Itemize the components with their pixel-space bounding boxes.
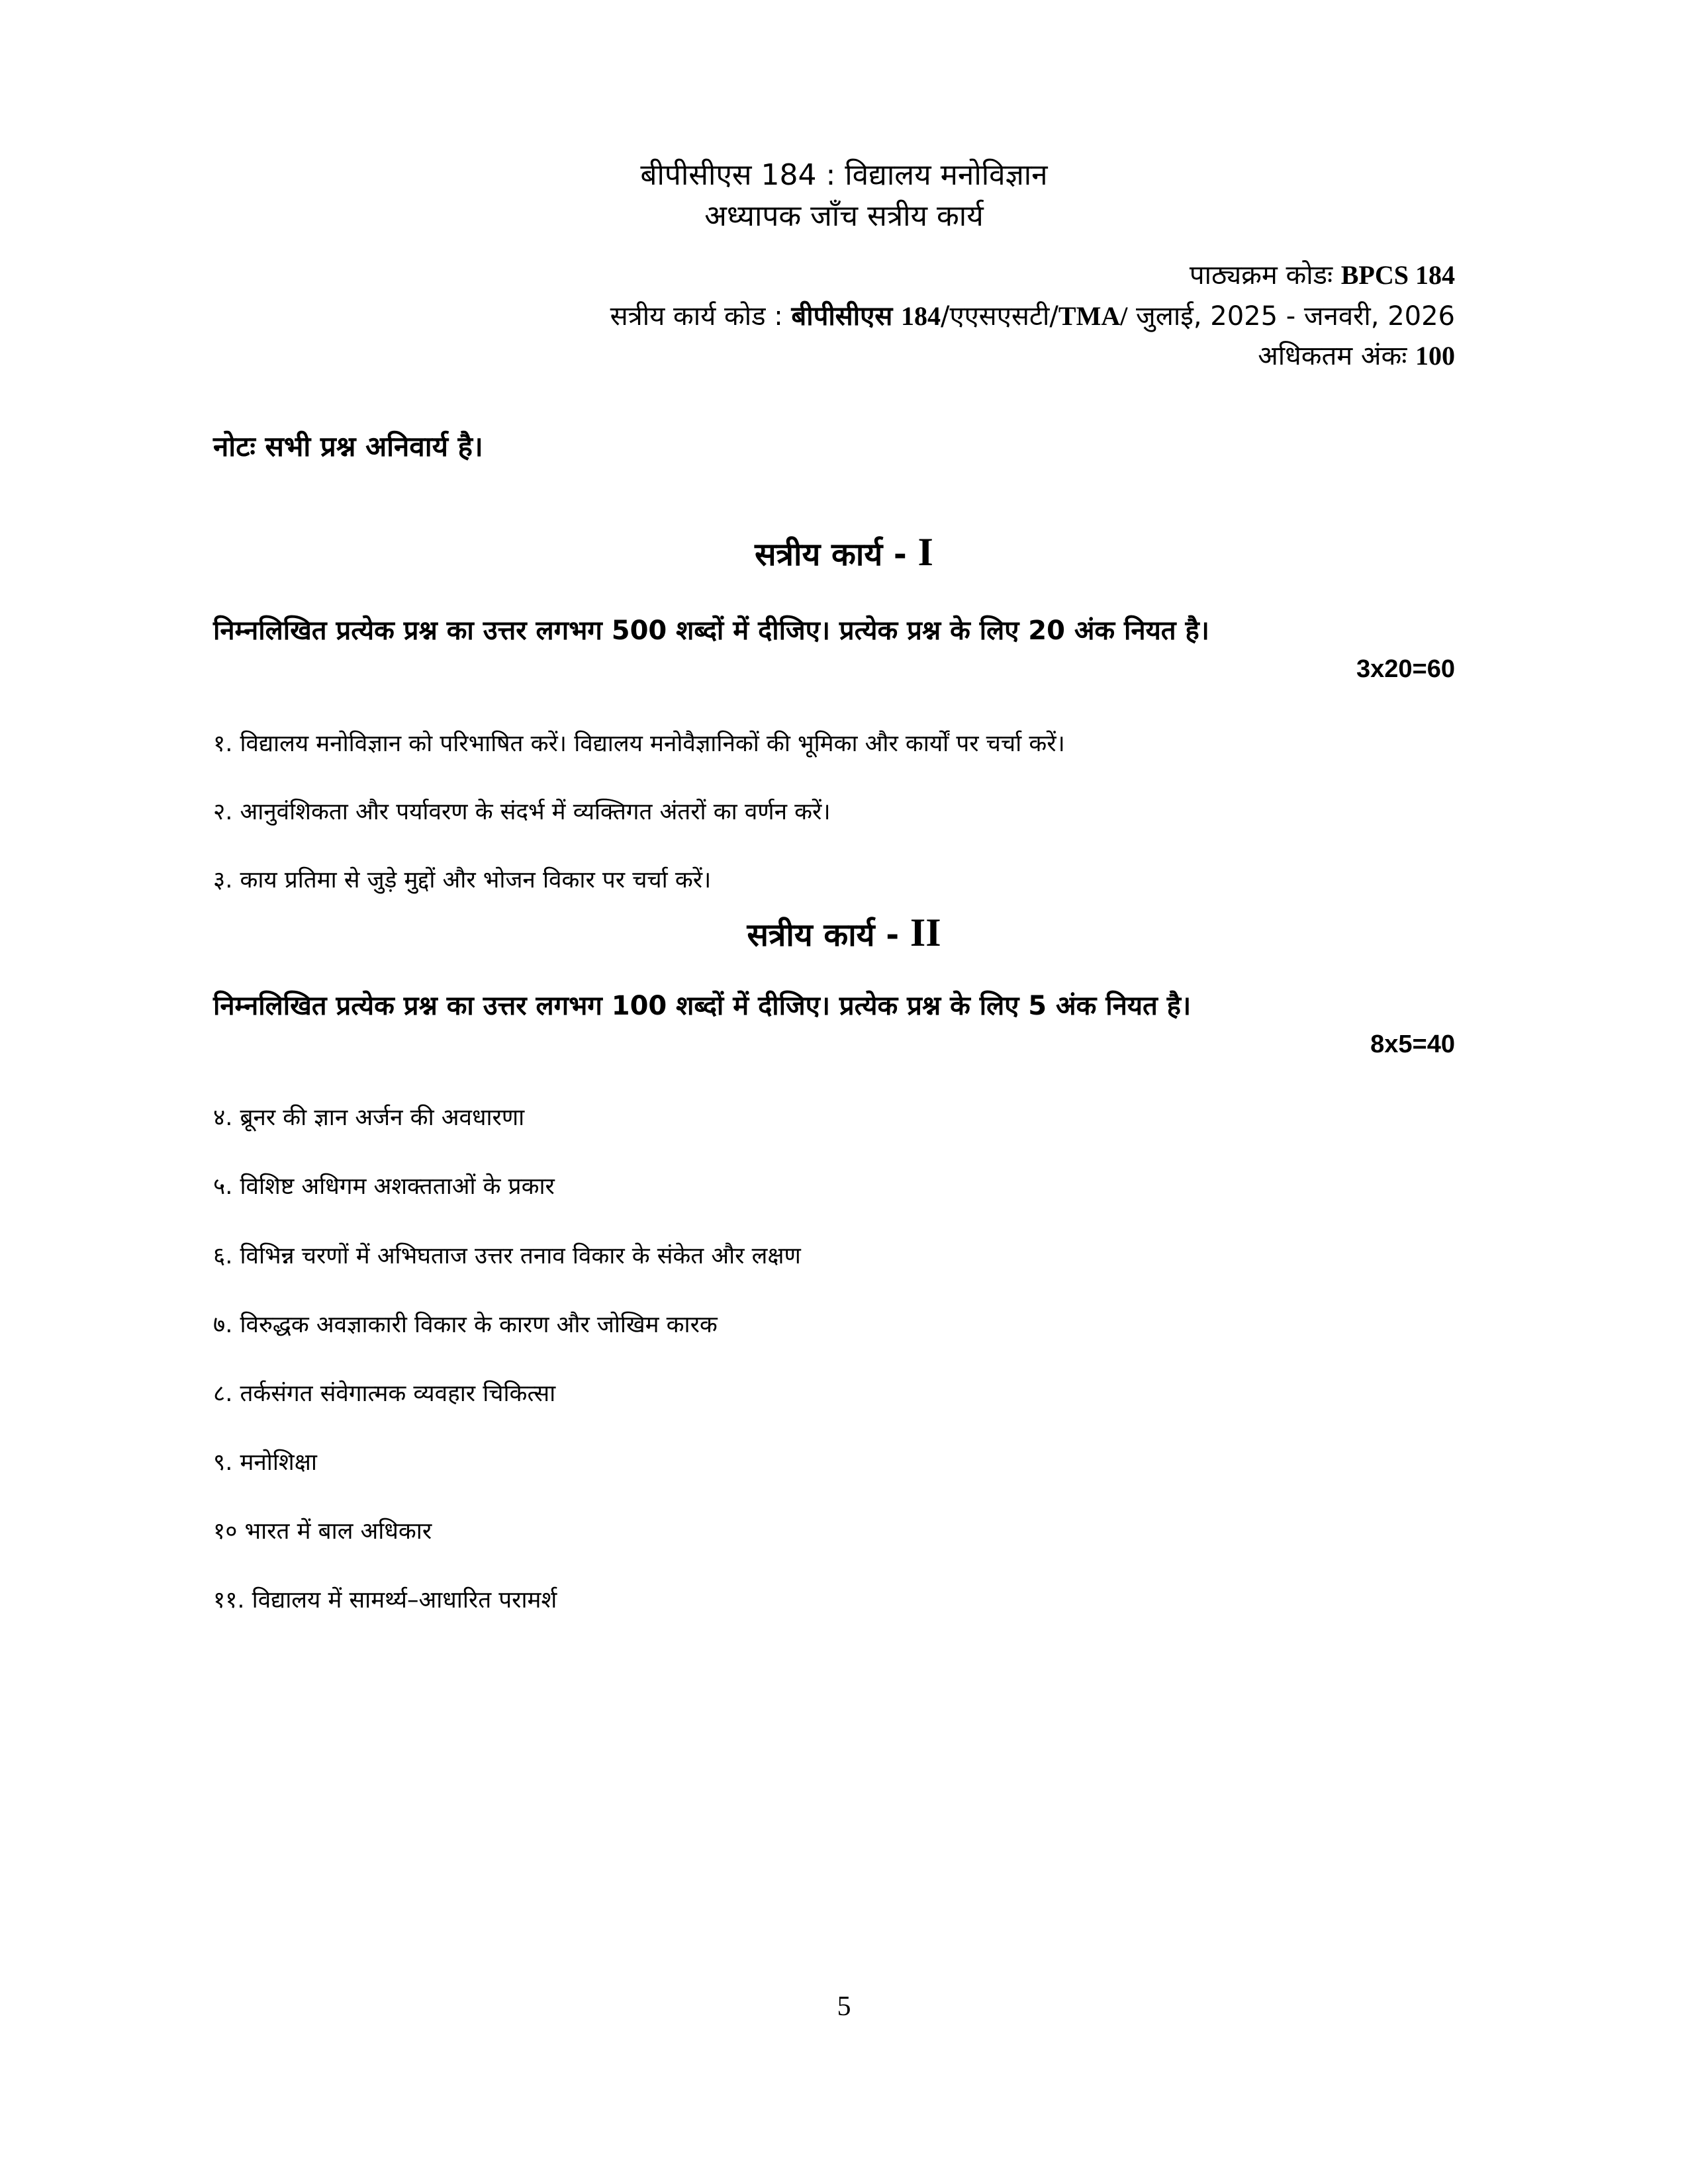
course-code-value: BPCS 184 — [1340, 260, 1455, 290]
section-1-instruction: निम्नलिखित प्रत्येक प्रश्न का उत्तर लगभग 500 शब्दों में दीजिए। प्रत्येक प्रश्न के लिए 20 अंक नियत है। — [213, 615, 1209, 646]
question-4: ४. ब्रूनर की ज्ञान अर्जन की अवधारणा — [213, 1105, 525, 1131]
assignment-code-number: 184 — [900, 301, 941, 331]
assignment-code-mid: /एएसएसटी/ — [940, 301, 1058, 332]
question-1: १. विद्यालय मनोविज्ञान को परिभाषित करें। विद्यालय मनोवैज्ञानिकों की भूमिका और कार्यों पर चर्चा करें। — [213, 731, 1065, 757]
assignment-code — [610, 298, 1455, 335]
section-heading-2 — [0, 910, 1688, 956]
course-code — [1190, 257, 1455, 294]
document-subtitle: अध्यापक जाँच सत्रीय कार्य — [704, 199, 984, 233]
question-8: ८. तर्कसंगत संवेगात्मक व्यवहार चिकित्सा — [213, 1381, 556, 1407]
document-title: बीपीसीएस 184 : विद्यालय मनोविज्ञान — [640, 158, 1048, 192]
note: नोटः सभी प्रश्न अनिवार्य है। — [213, 430, 483, 463]
question-2: २. आनुवंशिकता और पर्यावरण के संदर्भ में व्यक्तिगत अंतरों का वर्णन करें। — [213, 799, 831, 825]
question-5: ५. विशिष्ट अधिगम अशक्तताओं के प्रकार — [213, 1173, 555, 1200]
question-7: ७. विरुद्धक अवज्ञाकारी विकार के कारण और जोखिम कारक — [213, 1312, 718, 1338]
section-2-instruction: निम्नलिखित प्रत्येक प्रश्न का उत्तर लगभग 100 शब्दों में दीजिए। प्रत्येक प्रश्न के लिए 5 अंक नियत है। — [213, 991, 1192, 1021]
section-2-marks: 8x5=40 — [1370, 1030, 1455, 1058]
section-roman-numeral: II — [910, 911, 941, 954]
max-marks-value: 100 — [1415, 341, 1455, 371]
course-code-label: पाठ्यक्रम कोडः — [1189, 260, 1333, 291]
assignment-code-prefix: बीपीसीएस — [791, 301, 893, 332]
assignment-session: जुलाई, 2025 - जनवरी, 2026 — [1127, 301, 1455, 332]
question-6: ६. विभिन्न चरणों में अभिघताज उत्तर तनाव विकार के संकेत और लक्षण — [213, 1243, 801, 1269]
section-roman-numeral: I — [917, 530, 933, 574]
question-11: ११. विद्यालय में सामर्थ्य–आधारित परामर्श — [213, 1587, 557, 1614]
section-heading-text: सत्रीय कार्य - — [747, 917, 900, 954]
max-marks — [1258, 338, 1455, 375]
assignment-code-label: सत्रीय कार्य कोड : — [610, 301, 783, 332]
section-1-marks: 3x20=60 — [1356, 655, 1455, 683]
question-10: १० भारत में बाल अधिकार — [213, 1518, 432, 1545]
page-number: 5 — [837, 1991, 851, 2022]
assignment-code-tma: TMA/ — [1058, 301, 1128, 331]
question-3: ३. काय प्रतिमा से जुड़े मुद्दों और भोजन विकार पर चर्चा करें। — [213, 867, 712, 893]
question-9: ९. मनोशिक्षा — [213, 1449, 317, 1476]
section-heading-1 — [0, 529, 1688, 575]
max-marks-label: अधिकतम अंकः — [1258, 341, 1407, 371]
section-heading-text: सत्रीय कार्य - — [755, 536, 907, 573]
